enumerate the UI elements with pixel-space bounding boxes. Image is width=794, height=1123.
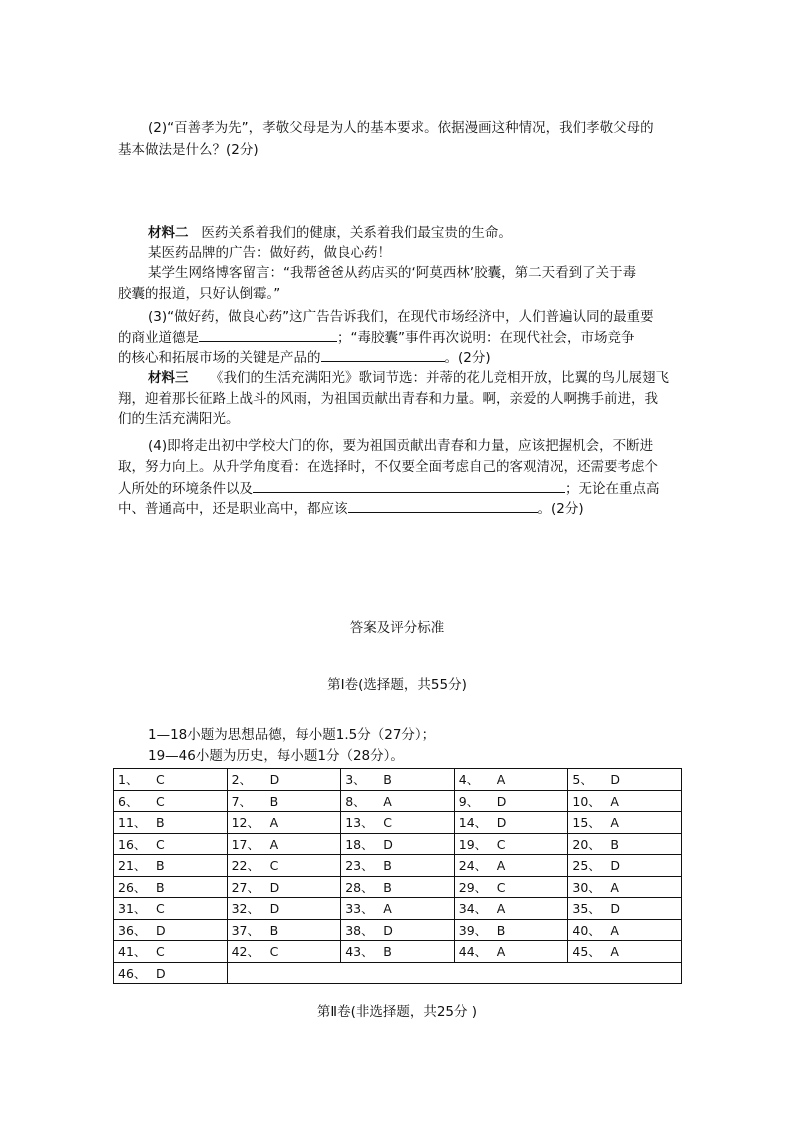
answer-cell [454, 769, 568, 791]
answer-cell [227, 769, 341, 791]
answer-letter: B [156, 879, 165, 895]
answer-letter: B [156, 858, 165, 874]
answer-cell [454, 790, 568, 812]
question-number: 36、 [118, 922, 147, 938]
material3-line: 们的生活充满阳光。 [118, 411, 240, 427]
answer-cell [227, 876, 341, 898]
question-number: 4、 [458, 772, 480, 788]
answer-letter: A [269, 836, 279, 852]
question-number: 6、 [118, 793, 139, 809]
answer-blank [348, 498, 538, 513]
answer-cell [341, 919, 455, 941]
answer-letter: B [269, 793, 279, 809]
q3-text: 。(2分) [444, 350, 491, 366]
question-number: 46、 [118, 965, 147, 981]
answer-letter: C [156, 793, 165, 809]
answer-blank [253, 478, 565, 493]
q4-line: 取，努力向上。从升学角度看：在选择时，不仅要全面考虑自己的客观清况，还需要考虑个 [118, 459, 658, 475]
q4-line [118, 498, 584, 519]
answer-letter: B [610, 836, 619, 852]
answer-letter: B [496, 922, 506, 938]
answer-cell [454, 855, 568, 877]
answer-cell [114, 855, 228, 877]
answer-cell [114, 769, 228, 791]
q3-text: 的商业道德是 [118, 330, 199, 346]
answer-cell [568, 833, 682, 855]
answer-letter: D [610, 858, 621, 874]
question-number: 5、 [572, 772, 593, 788]
answer-letter: B [383, 944, 392, 960]
table-row [114, 919, 682, 941]
answer-letter: A [496, 772, 506, 788]
q2-line: (2)“百善孝为先”，孝敬父母是为人的基本要求。依据漫画这种情况，我们孝敬父母的 [148, 120, 654, 136]
question-number: 16、 [118, 836, 147, 852]
table-row [114, 769, 682, 791]
question-number: 17、 [231, 836, 260, 852]
answer-cell [114, 962, 228, 984]
q3-line [118, 347, 491, 368]
answer-blank [199, 327, 337, 342]
question-number: 28、 [345, 879, 374, 895]
question-number: 34、 [458, 901, 488, 917]
answer-letter: A [610, 944, 619, 960]
answer-letter: A [383, 793, 392, 809]
answer-cell [568, 790, 682, 812]
material3-text: 《我们的生活充满阳光》歌词节选：并蒂的花儿竞相开放，比翼的鸟儿展翅飞 [209, 370, 669, 386]
question-number: 18、 [345, 836, 374, 852]
answer-cell [114, 833, 228, 855]
question-number: 38、 [345, 922, 374, 938]
answer-letter: D [156, 922, 166, 938]
answer-cell [114, 812, 228, 834]
answer-cell [114, 941, 228, 963]
q4-line [118, 478, 660, 499]
table-row [114, 812, 682, 834]
material3-line: 翔，迎着那长征路上战斗的风雨，为祖国贡献出青春和力量。啊，亲爱的人啊携手前进，我 [118, 391, 658, 407]
answer-letter: B [383, 858, 392, 874]
question-number: 29、 [458, 879, 488, 895]
question-number: 8、 [345, 793, 366, 809]
answer-table [113, 768, 682, 984]
question-number: 12、 [231, 815, 260, 831]
answer-cell [114, 790, 228, 812]
question-number: 25、 [572, 858, 601, 874]
answer-cell [114, 898, 228, 920]
q4-text: 中、普通高中，还是职业高中，都应该 [118, 501, 348, 517]
question-number: 14、 [458, 815, 488, 831]
table-row [114, 876, 682, 898]
question-number: 7、 [231, 793, 253, 809]
answer-cell [227, 855, 341, 877]
question-number: 11、 [118, 815, 147, 831]
question-number: 9、 [458, 793, 480, 809]
question-number: 42、 [231, 944, 260, 960]
answer-letter: C [496, 836, 506, 852]
answers-title: 答案及评分标准 [349, 620, 445, 636]
answer-cell [227, 919, 341, 941]
answer-blank [321, 347, 445, 362]
table-row [114, 833, 682, 855]
question-number: 41、 [118, 944, 147, 960]
material3-line [148, 368, 669, 388]
question-number: 44、 [458, 944, 488, 960]
question-number: 31、 [118, 901, 147, 917]
answer-letter: C [496, 879, 506, 895]
material2-blog: 胶囊的报道，只好认倒霉。” [118, 286, 281, 302]
answer-letter: C [269, 944, 279, 960]
answer-cell [114, 876, 228, 898]
question-number: 39、 [458, 922, 488, 938]
answer-cell [227, 941, 341, 963]
answer-cell [454, 941, 568, 963]
answer-cell [227, 898, 341, 920]
answer-cell [227, 812, 341, 834]
question-number: 22、 [231, 858, 260, 874]
scoring-note: 19—46小题为历史，每小题1分（28分）。 [148, 748, 404, 764]
answer-cell [341, 769, 455, 791]
question-number: 27、 [231, 879, 260, 895]
material3-label: 材料三 [148, 370, 189, 386]
answer-letter: A [496, 901, 506, 917]
answer-letter: C [156, 772, 165, 788]
question-number: 37、 [231, 922, 260, 938]
answer-cell [341, 941, 455, 963]
question-number: 32、 [231, 901, 260, 917]
question-number: 2、 [231, 772, 253, 788]
question-number: 21、 [118, 858, 147, 874]
question-number: 15、 [572, 815, 601, 831]
answer-letter: C [383, 815, 392, 831]
answer-cell [454, 876, 568, 898]
answer-letter: A [269, 815, 279, 831]
q4-line: (4)即将走出初中学校大门的你，要为祖国贡献出青春和力量，应该把握机会，不断进 [148, 438, 654, 454]
material2-blog: 某学生网络博客留言：“我帮爸爸从药店买的‘阿莫西林’胶囊，第二天看到了关于毒 [148, 265, 637, 281]
answer-letter: D [269, 901, 280, 917]
question-number: 13、 [345, 815, 374, 831]
table-row [114, 898, 682, 920]
q2-line: 基本做法是什么？(2分) [118, 142, 259, 158]
answer-letter: D [610, 772, 621, 788]
answer-letter: A [610, 815, 619, 831]
answer-letter: B [383, 879, 392, 895]
question-number: 19、 [458, 836, 488, 852]
question-number: 10、 [572, 793, 601, 809]
answer-letter: A [610, 879, 619, 895]
answer-cell [341, 855, 455, 877]
answer-letter: A [610, 922, 619, 938]
answer-letter: D [269, 879, 280, 895]
answer-cell [568, 876, 682, 898]
question-number: 1、 [118, 772, 139, 788]
question-number: 40、 [572, 922, 601, 938]
part2-heading: 第Ⅱ卷(非选择题，共25分 ) [316, 1004, 478, 1020]
answer-letter: D [610, 901, 621, 917]
table-row [114, 962, 682, 984]
question-number: 3、 [345, 772, 366, 788]
q4-text: 人所处的环境条件以及 [118, 481, 253, 497]
q4-text: ；无论在重点高 [565, 481, 660, 497]
question-number: 24、 [458, 858, 488, 874]
empty-cell [227, 962, 681, 984]
q3-text: 的核心和拓展市场的关键是产品的 [118, 350, 321, 366]
question-number: 26、 [118, 879, 147, 895]
answer-letter: A [610, 793, 619, 809]
scoring-note: 1—18小题为思想品德，每小题1.5分（27分）； [148, 727, 436, 743]
answer-letter: D [383, 836, 393, 852]
material2-label: 材料二 [148, 225, 189, 241]
answer-cell [227, 790, 341, 812]
answer-cell [568, 941, 682, 963]
answer-cell [341, 833, 455, 855]
answer-cell [568, 769, 682, 791]
answer-cell [341, 812, 455, 834]
answer-cell [454, 919, 568, 941]
question-number: 20、 [572, 836, 601, 852]
answer-cell [454, 833, 568, 855]
question-number: 33、 [345, 901, 374, 917]
answer-cell [114, 919, 228, 941]
question-number: 30、 [572, 879, 601, 895]
answer-cell [568, 919, 682, 941]
answer-letter: D [156, 965, 166, 981]
answer-cell [568, 898, 682, 920]
answer-cell [454, 812, 568, 834]
answer-cell [568, 855, 682, 877]
answer-letter: C [156, 944, 165, 960]
answer-cell [454, 898, 568, 920]
answer-letter: B [269, 922, 279, 938]
answer-cell [341, 876, 455, 898]
q4-text: 。(2分) [537, 501, 584, 517]
table-row [114, 790, 682, 812]
table-row [114, 855, 682, 877]
material2-intro [148, 223, 512, 243]
material2-text: 医药关系着我们的健康，关系着我们最宝贵的生命。 [201, 225, 512, 241]
question-number: 43、 [345, 944, 374, 960]
question-number: 23、 [345, 858, 374, 874]
answer-letter: C [269, 858, 279, 874]
answer-cell [341, 898, 455, 920]
q3-line: (3)“做好药，做良心药”这广告告诉我们，在现代市场经济中，人们普遍认同的最重要 [148, 309, 654, 325]
answer-cell [227, 833, 341, 855]
answer-letter: D [496, 793, 507, 809]
answer-letter: B [156, 815, 165, 831]
answer-letter: A [496, 944, 506, 960]
table-row [114, 941, 682, 963]
answer-letter: C [156, 901, 165, 917]
answer-letter: D [496, 815, 507, 831]
answer-letter: B [383, 772, 392, 788]
answer-letter: A [383, 901, 392, 917]
answer-cell [341, 790, 455, 812]
question-number: 45、 [572, 944, 601, 960]
question-number: 35、 [572, 901, 601, 917]
q3-text: ；“毒胶囊”事件再次说明：在现代社会，市场竞争 [337, 330, 635, 346]
q3-line [118, 327, 635, 348]
answer-letter: D [383, 922, 393, 938]
part1-heading: 第Ⅰ卷(选择题，共55分) [327, 677, 467, 693]
answer-letter: C [156, 836, 165, 852]
answer-letter: D [269, 772, 280, 788]
answer-letter: A [496, 858, 506, 874]
material2-ad: 某医药品牌的广告：做好药，做良心药！ [148, 245, 391, 261]
answer-cell [568, 812, 682, 834]
